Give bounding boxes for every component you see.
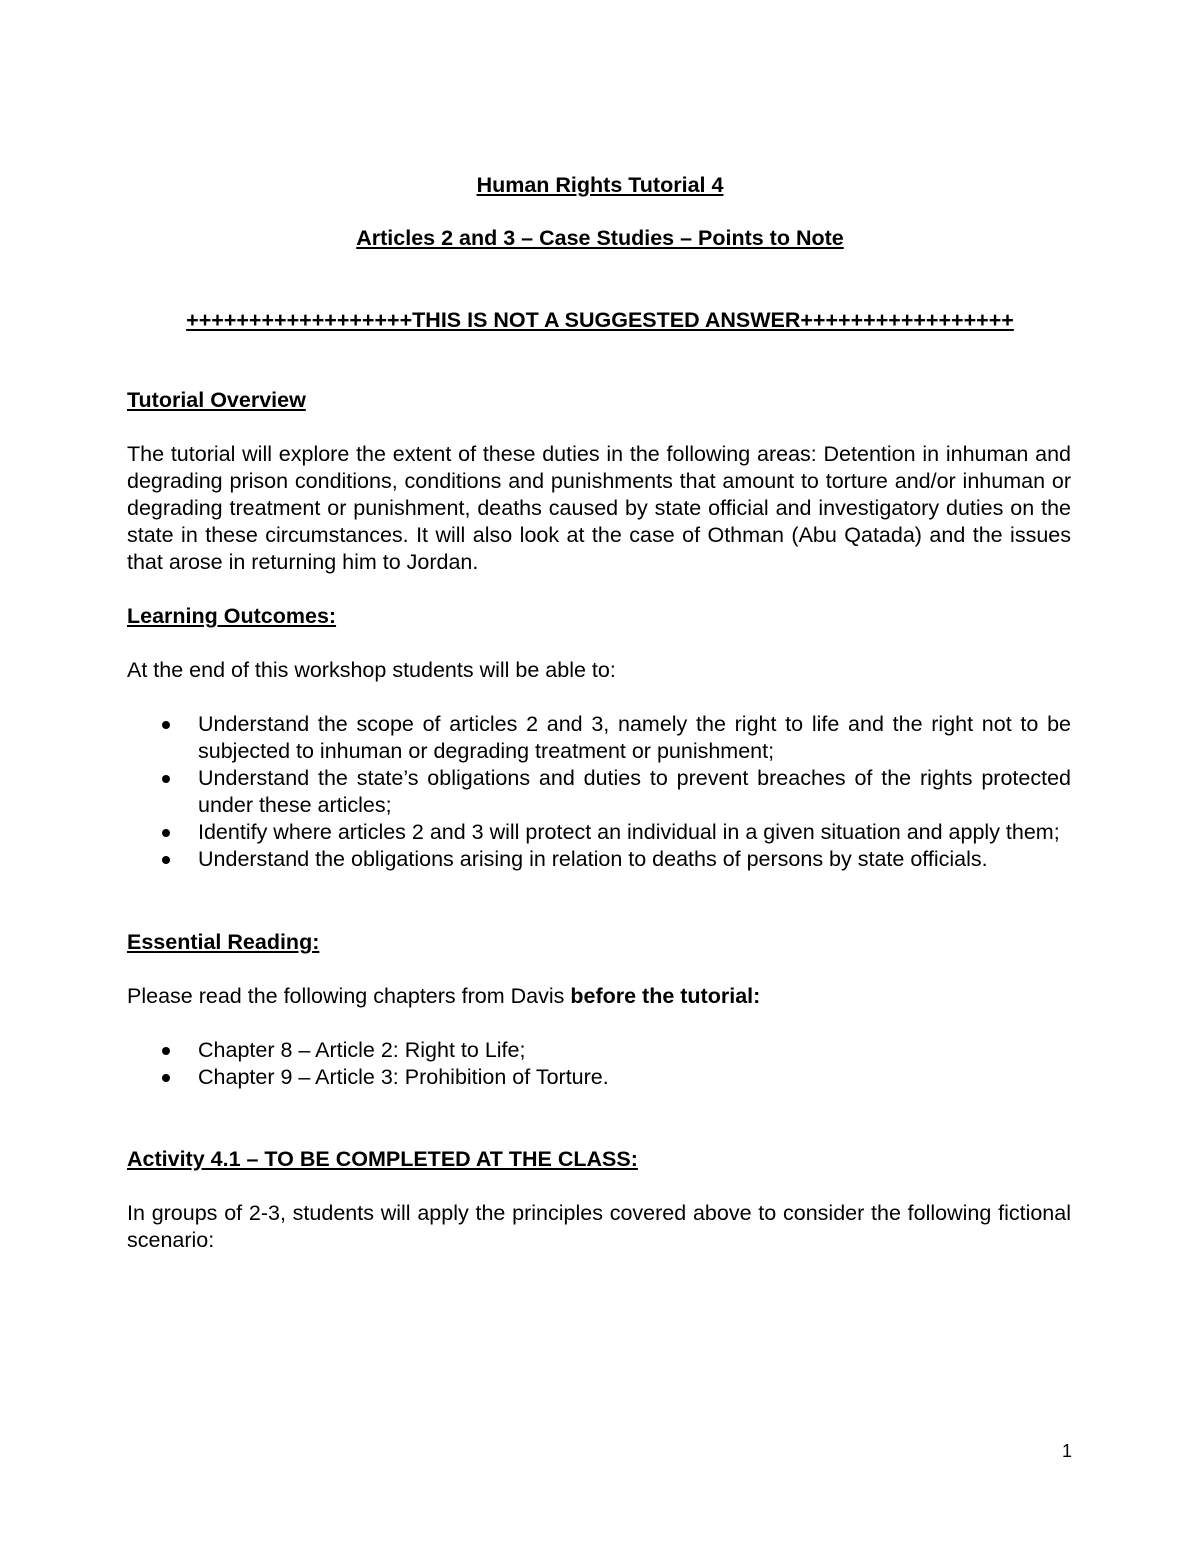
list-item: Understand the state’s obligations and duties to prevent breaches of the rights protected under these articles; — [127, 765, 1071, 819]
bullet-icon — [162, 1047, 170, 1055]
learning-outcomes-intro: At the end of this workshop students will be able to: — [127, 658, 616, 682]
tutorial-overview-section — [127, 387, 1071, 576]
bullet-icon — [162, 775, 170, 783]
document-subtitle: Articles 2 and 3 – Case Studies – Points to Note — [356, 226, 844, 250]
essential-reading-list — [127, 1037, 1071, 1091]
learning-outcomes-heading: Learning Outcomes: — [127, 604, 337, 628]
bullet-icon — [162, 1074, 170, 1082]
learning-outcomes-section — [127, 603, 1071, 873]
essential-reading-intro: Please read the following chapters from Davis before the tutorial: — [127, 984, 761, 1008]
list-item: Understand the obligations arising in relation to deaths of persons by state officials. — [127, 846, 1071, 873]
list-item: Chapter 9 – Article 3: Prohibition of Torture. — [127, 1064, 1071, 1091]
list-item: Chapter 8 – Article 2: Right to Life; — [127, 1037, 1071, 1064]
activity-heading: Activity 4.1 – TO BE COMPLETED AT THE CLASS: — [127, 1147, 638, 1171]
document-title: Human Rights Tutorial 4 — [476, 173, 724, 197]
bullet-icon — [162, 856, 170, 864]
list-item: Identify where articles 2 and 3 will protect an individual in a given situation and apply them; — [127, 819, 1071, 846]
bullet-icon — [162, 829, 170, 837]
list-item: Understand the scope of articles 2 and 3, namely the right to life and the right not to be subjected to inhuman or degrading treatment or punishment; — [127, 711, 1071, 765]
bullet-icon — [162, 721, 170, 729]
essential-reading-emphasis: before the tutorial: — [570, 984, 761, 1008]
activity-text: In groups of 2-3, students will apply the principles covered above to consider the following fictional scenario: — [127, 1201, 1071, 1252]
tutorial-overview-text: The tutorial will explore the extent of these duties in the following areas: Detention in inhuman and degrading prison conditions, conditions and punishments that amount to torture and/or inhuman or degrading treatment or punishment, deaths caused by state official and investigatory duties on the state in these circumstances. It will also look at the case of Othman (Abu Qatada) and the issues that arose in returning him to Jordan. — [127, 442, 1071, 574]
learning-outcomes-list — [127, 711, 1071, 873]
tutorial-overview-heading: Tutorial Overview — [127, 388, 306, 412]
page-number: 1 — [1062, 1441, 1073, 1461]
activity-section — [127, 1146, 1071, 1254]
essential-reading-section — [127, 929, 1071, 1091]
not-suggested-answer-notice: ++++++++++++++++++THIS IS NOT A SUGGESTED ANSWER+++++++++++++++++ — [186, 308, 1014, 332]
essential-reading-heading: Essential Reading: — [127, 930, 320, 954]
